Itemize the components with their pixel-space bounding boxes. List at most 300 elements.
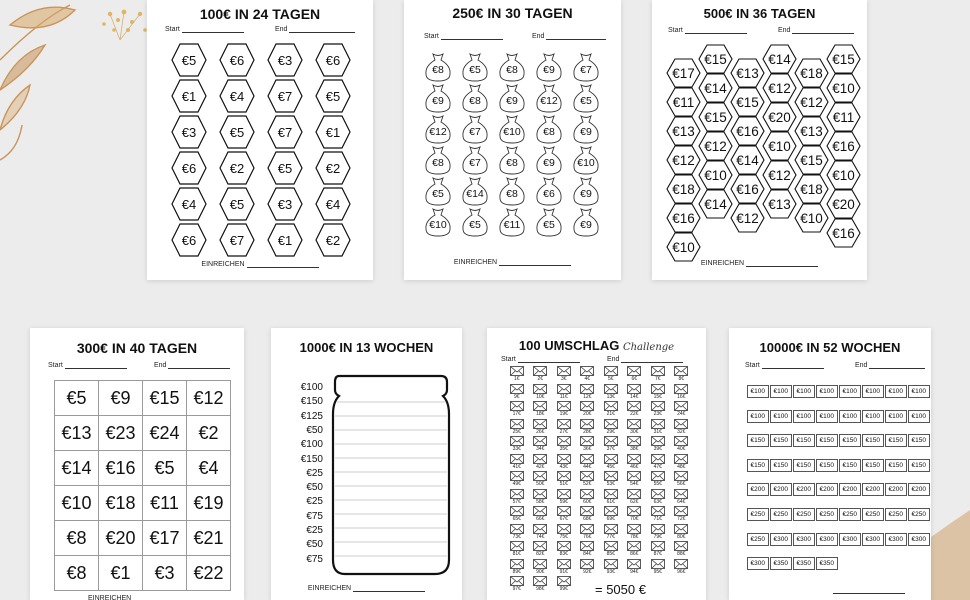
cell-value: €11 <box>503 219 521 231</box>
envelope-icon <box>604 366 618 376</box>
envelope-icon <box>604 471 618 481</box>
envelope-icon <box>674 454 688 464</box>
envelope-icon <box>510 401 524 411</box>
honeycomb-cell <box>826 160 861 190</box>
envelope-amount: 11€ <box>559 393 568 400</box>
envelope-cell <box>599 384 623 402</box>
cell-value: €100 <box>911 412 926 420</box>
honeycomb-cell <box>794 87 829 117</box>
envelope-cell <box>670 559 694 577</box>
cell-value: €18 <box>800 65 823 81</box>
envelope-cell <box>623 541 647 559</box>
submit-field[interactable]: EINREICHEN <box>404 259 621 266</box>
money-bag-cell <box>498 52 526 82</box>
cell-value: €150 <box>865 461 880 469</box>
envelope-amount: 33€ <box>512 446 521 452</box>
envelope-icon <box>674 471 688 481</box>
cell-value: €16 <box>832 225 855 241</box>
weekly-box <box>908 410 930 423</box>
envelope-amount: 44€ <box>583 463 592 470</box>
hexagon-cell <box>315 150 351 186</box>
cell-value: €12 <box>540 95 558 107</box>
card-title: 100€ IN 24 TAGEN <box>199 6 321 22</box>
card-250-in-30-days <box>404 0 621 280</box>
envelope-icon <box>533 524 547 534</box>
envelope-amount: 58€ <box>536 498 545 505</box>
weekly-box <box>885 410 907 423</box>
cell-value: €200 <box>842 486 857 494</box>
envelope-cell <box>599 436 623 454</box>
envelope-icon <box>674 419 688 429</box>
envelope-cell <box>623 401 647 419</box>
hexagon-cell <box>219 150 255 186</box>
envelope-icon <box>533 419 547 429</box>
honeycomb-cell <box>730 203 765 233</box>
cell-value: €100 <box>842 412 857 420</box>
envelope-amount: 62€ <box>630 498 639 505</box>
envelope-icon <box>580 524 594 534</box>
cell-value: €15 <box>736 94 759 110</box>
envelope-icon <box>604 454 618 464</box>
honeycomb-cell <box>666 174 701 204</box>
envelope-cell <box>599 366 623 384</box>
envelope-icon <box>604 559 618 569</box>
cell-value: €150 <box>819 437 834 445</box>
envelope-amount: 48€ <box>677 463 686 470</box>
honeycomb-cell <box>698 73 733 103</box>
envelope-amount: 16€ <box>677 393 686 400</box>
hexagon-cell <box>267 222 303 258</box>
weekly-box <box>747 410 769 423</box>
start-field[interactable]: Start <box>48 362 127 369</box>
submit-field[interactable]: EINREICHEN <box>147 261 373 268</box>
honeycomb-cell <box>762 102 797 132</box>
money-bag-cell <box>424 207 452 237</box>
cell-value: €3 <box>277 52 293 68</box>
cell-value: €100 <box>842 388 857 395</box>
envelope-amount: 85€ <box>606 551 615 557</box>
envelope-icon <box>580 506 594 516</box>
money-bag-cell <box>424 114 452 144</box>
cell-value: €250 <box>796 510 811 518</box>
money-bag-cell <box>572 83 600 113</box>
honeycomb-cell <box>826 102 861 132</box>
envelope-amount: 84€ <box>583 551 592 557</box>
envelope-amount: 88€ <box>677 551 686 557</box>
start-field[interactable]: Start <box>745 362 824 369</box>
hexagon-cell <box>267 150 303 186</box>
envelope-amount: 75€ <box>559 533 568 540</box>
envelope-icon <box>651 559 665 569</box>
jar-outline <box>331 374 451 578</box>
envelope-icon <box>651 366 665 376</box>
hexagon-cell <box>315 186 351 222</box>
end-field[interactable]: End <box>855 362 925 369</box>
weekly-box <box>747 508 769 521</box>
cell-value: €11 <box>150 492 179 513</box>
cell-value: €150 <box>750 437 765 445</box>
weekly-box <box>885 483 907 496</box>
envelope-icon <box>580 436 594 446</box>
envelope-icon <box>580 541 594 551</box>
cell-value: €100 <box>750 412 765 420</box>
envelope-icon <box>510 454 524 464</box>
envelope-icon <box>627 506 641 516</box>
envelope-amount: 25€ <box>512 428 521 435</box>
square-cell <box>142 555 187 591</box>
envelope-amount: 6€ <box>631 376 638 382</box>
card-title: 500€ IN 36 TAGEN <box>703 6 816 21</box>
envelope-icon <box>651 541 665 551</box>
envelope-icon <box>627 559 641 569</box>
envelope-amount: 54€ <box>630 481 639 487</box>
cell-value: €150 <box>888 437 903 445</box>
envelope-cell <box>670 524 694 542</box>
square-cell <box>142 450 187 486</box>
square-cell <box>142 520 187 556</box>
end-field[interactable]: End <box>607 356 683 363</box>
envelope-cell <box>529 401 553 419</box>
end-field[interactable]: End <box>778 27 854 34</box>
envelope-amount: 93€ <box>606 568 615 575</box>
cell-value: €100 <box>888 412 903 420</box>
cell-value: €16 <box>832 138 855 154</box>
weekly-box <box>839 410 861 423</box>
challenge-script: Challenge <box>622 342 675 353</box>
envelope-amount: 60€ <box>583 498 592 505</box>
envelope-amount: 98€ <box>536 586 545 592</box>
envelope-icon <box>533 436 547 446</box>
cell-value: €11 <box>672 94 695 110</box>
honeycomb-cell <box>826 44 861 74</box>
hexagon-cell <box>171 150 207 186</box>
envelope-cell <box>552 401 576 419</box>
cell-value: €10 <box>800 210 823 226</box>
envelope-amount: 59€ <box>559 498 568 505</box>
cell-value: €13 <box>672 123 695 139</box>
hexagon-cell <box>267 42 303 78</box>
jar-amount-label: €150 <box>300 396 323 408</box>
envelope-icon <box>557 471 571 481</box>
end-field[interactable]: End <box>154 362 230 369</box>
envelope-cell <box>670 436 694 454</box>
cell-value: €5 <box>432 188 444 200</box>
cell-value: €2 <box>325 232 341 248</box>
cell-value: €17 <box>149 527 180 548</box>
money-bag-cell <box>498 207 526 237</box>
envelope-icon <box>674 436 688 446</box>
cell-value: €7 <box>229 232 245 248</box>
envelope-amount: 4€ <box>584 376 591 382</box>
envelope-cell <box>529 489 553 507</box>
cell-value: €150 <box>888 461 903 469</box>
cell-value: €12 <box>429 126 447 138</box>
envelope-amount: 5€ <box>607 376 614 382</box>
weekly-box <box>862 533 884 546</box>
envelope-cell <box>670 506 694 524</box>
envelope-amount: 57€ <box>512 498 521 505</box>
envelope-cell <box>599 401 623 419</box>
envelope-cell <box>670 541 694 559</box>
hexagon-cell <box>171 222 207 258</box>
envelope-amount: 26€ <box>536 428 545 435</box>
square-cell <box>54 380 99 416</box>
envelope-amount: 7€ <box>654 376 661 382</box>
hexagon-cell <box>315 78 351 114</box>
envelope-cell <box>576 489 600 507</box>
cell-value: €8 <box>66 527 87 548</box>
square-cell <box>54 450 99 486</box>
envelope-amount: 72€ <box>677 516 686 522</box>
envelope-cell <box>576 471 600 489</box>
weekly-box <box>908 508 930 521</box>
weekly-box <box>885 385 907 398</box>
weekly-box <box>793 410 815 423</box>
envelope-cell <box>670 471 694 489</box>
cell-value: €150 <box>773 461 788 469</box>
jar-amount-label: €150 <box>300 453 323 465</box>
envelope-icon <box>627 419 641 429</box>
jar-amount-label: €25 <box>306 496 323 508</box>
envelope-cell <box>646 419 670 437</box>
envelope-cell <box>623 559 647 577</box>
envelope-cell <box>552 576 576 594</box>
hexagon-cell <box>219 186 255 222</box>
cell-value: €200 <box>796 486 811 494</box>
envelope-icon <box>580 471 594 481</box>
weekly-box <box>793 459 815 472</box>
jar-amount-label: €125 <box>300 410 323 422</box>
envelope-amount: 76€ <box>583 533 592 540</box>
square-cell <box>186 450 231 486</box>
envelope-icon <box>557 366 571 376</box>
envelope-icon <box>604 489 618 499</box>
envelope-icon <box>557 454 571 464</box>
money-bag-cell <box>535 145 563 175</box>
honeycomb-cell <box>666 232 701 262</box>
weekly-box <box>839 508 861 521</box>
cell-value: €15 <box>800 152 823 168</box>
envelope-amount: 31€ <box>653 428 662 435</box>
envelope-cell <box>599 419 623 437</box>
envelope-cell <box>623 384 647 402</box>
weekly-box <box>793 434 815 447</box>
hexagon-cell <box>219 78 255 114</box>
cell-value: €4 <box>198 457 219 478</box>
honeycomb-cell <box>826 189 861 219</box>
envelope-amount: 2€ <box>537 376 544 382</box>
weekly-box <box>839 385 861 398</box>
start-field[interactable]: Start <box>424 33 503 40</box>
weekly-box <box>908 385 930 398</box>
weekly-box <box>885 434 907 447</box>
cell-value: €10 <box>832 80 855 96</box>
cell-value: €1 <box>277 232 293 248</box>
money-bag-cell <box>424 83 452 113</box>
weekly-box <box>747 557 769 570</box>
honeycomb-cell <box>762 189 797 219</box>
cell-value: €14 <box>704 196 727 212</box>
envelope-icon <box>627 489 641 499</box>
cell-value: €350 <box>773 560 788 568</box>
hexagon-cell <box>219 222 255 258</box>
cell-value: €350 <box>796 560 811 568</box>
cell-value: €150 <box>865 437 880 445</box>
envelope-icon <box>580 419 594 429</box>
cell-value: €7 <box>277 124 293 140</box>
envelope-icon <box>580 454 594 464</box>
envelope-amount: 27€ <box>559 428 568 435</box>
envelope-amount: 66€ <box>536 516 545 522</box>
envelope-icon <box>557 559 571 569</box>
square-cell <box>54 555 99 591</box>
jar-amount-label: €25 <box>306 525 323 536</box>
cell-value: €250 <box>911 510 926 518</box>
cell-value: €300 <box>819 535 834 543</box>
cell-value: €8 <box>506 64 518 76</box>
cell-value: €300 <box>842 535 857 543</box>
honeycomb-cell <box>730 87 765 117</box>
envelope-cell <box>646 524 670 542</box>
end-field[interactable]: End <box>275 26 355 33</box>
envelope-icon <box>627 366 641 376</box>
cell-value: €300 <box>750 560 765 568</box>
cell-value: €17 <box>672 65 695 81</box>
envelope-icon <box>604 506 618 516</box>
cell-value: €18 <box>672 181 695 197</box>
honeycomb-cell <box>666 116 701 146</box>
cell-value: €16 <box>672 210 695 226</box>
envelope-cell <box>505 384 529 402</box>
cell-value: €8 <box>432 157 444 169</box>
envelope-cell <box>623 471 647 489</box>
square-cell <box>186 380 231 416</box>
envelope-amount: 87€ <box>653 551 662 557</box>
envelope-amount: 9€ <box>513 393 520 400</box>
money-bag-cell <box>424 52 452 82</box>
envelope-icon <box>674 401 688 411</box>
start-field[interactable]: Start <box>501 356 580 363</box>
envelope-cell <box>599 471 623 489</box>
envelope-icon <box>557 419 571 429</box>
weekly-box <box>770 557 792 570</box>
cell-value: €14 <box>768 51 791 67</box>
envelope-icon <box>651 436 665 446</box>
envelope-cell <box>505 454 529 472</box>
envelope-amount: 64€ <box>677 498 686 505</box>
cell-value: €100 <box>819 388 834 395</box>
honeycomb-cell <box>666 203 701 233</box>
envelope-cell <box>529 506 553 524</box>
envelope-icon <box>510 524 524 534</box>
end-field[interactable]: End <box>532 33 606 40</box>
envelope-icon <box>651 454 665 464</box>
honeycomb-cell <box>698 160 733 190</box>
envelope-amount: 92€ <box>583 568 592 575</box>
envelope-cell <box>505 559 529 577</box>
envelope-amount: 96€ <box>677 568 686 575</box>
envelope-icon <box>651 489 665 499</box>
start-field[interactable]: Start <box>165 26 244 33</box>
weekly-box <box>747 434 769 447</box>
cell-value: €12 <box>768 167 791 183</box>
envelope-cell <box>552 559 576 577</box>
weekly-box <box>793 483 815 496</box>
cell-value: €1 <box>181 88 197 104</box>
envelope-amount: 82€ <box>536 551 545 557</box>
envelope-icon <box>604 436 618 446</box>
envelope-cell <box>552 489 576 507</box>
envelope-cell <box>646 366 670 384</box>
envelope-icon <box>627 454 641 464</box>
envelope-amount: 32€ <box>677 428 686 435</box>
square-cell <box>142 415 187 451</box>
envelope-cell <box>505 419 529 437</box>
cell-value: €150 <box>750 461 765 469</box>
jar-amount-label: €100 <box>300 382 323 393</box>
money-bag-cell <box>572 176 600 206</box>
money-bag-cell <box>461 176 489 206</box>
envelope-amount: 40€ <box>677 446 686 452</box>
envelope-cell <box>505 401 529 419</box>
cell-value: €3 <box>154 562 175 583</box>
envelope-cell <box>576 559 600 577</box>
cell-value: €13 <box>800 123 823 139</box>
cell-value: €6 <box>181 232 197 248</box>
envelope-amount: 14€ <box>630 393 639 400</box>
cell-value: €12 <box>800 94 823 110</box>
envelope-cell <box>646 436 670 454</box>
envelope-cell <box>529 366 553 384</box>
cell-value: €300 <box>865 535 880 543</box>
envelope-cell <box>623 506 647 524</box>
envelope-cell <box>646 401 670 419</box>
envelope-amount: 69€ <box>606 516 615 522</box>
envelope-amount: 94€ <box>630 568 639 575</box>
envelope-amount: 41€ <box>512 463 521 470</box>
envelope-cell <box>529 436 553 454</box>
cell-value: €10 <box>577 157 595 169</box>
card-100-envelope-challenge <box>487 328 706 600</box>
cell-value: €15 <box>704 51 727 67</box>
cell-value: €2 <box>325 160 341 176</box>
submit-field[interactable]: EINREICHEN <box>88 595 132 600</box>
envelope-icon <box>651 401 665 411</box>
weekly-box <box>816 557 838 570</box>
envelope-cell <box>576 541 600 559</box>
cell-value: €200 <box>888 486 903 494</box>
honeycomb-cell <box>666 145 701 175</box>
weekly-box <box>908 434 930 447</box>
cell-value: €8 <box>543 126 555 138</box>
cell-value: €8 <box>506 188 518 200</box>
envelope-amount: 70€ <box>630 516 639 522</box>
cell-value: €100 <box>865 388 880 395</box>
envelope-cell <box>529 541 553 559</box>
envelope-cell <box>646 489 670 507</box>
submit-field[interactable]: EINREICHEN <box>652 260 867 267</box>
hexagon-grid <box>171 42 351 258</box>
cell-value: €5 <box>469 64 481 76</box>
start-field[interactable]: Start <box>668 27 747 34</box>
submit-field[interactable]: EINREICHEN <box>271 585 462 592</box>
cell-value: €200 <box>750 486 765 494</box>
envelope-icon <box>533 384 547 394</box>
square-cell <box>98 380 143 416</box>
cell-value: €9 <box>110 387 131 408</box>
weekly-box <box>885 459 907 472</box>
weekly-box <box>862 434 884 447</box>
